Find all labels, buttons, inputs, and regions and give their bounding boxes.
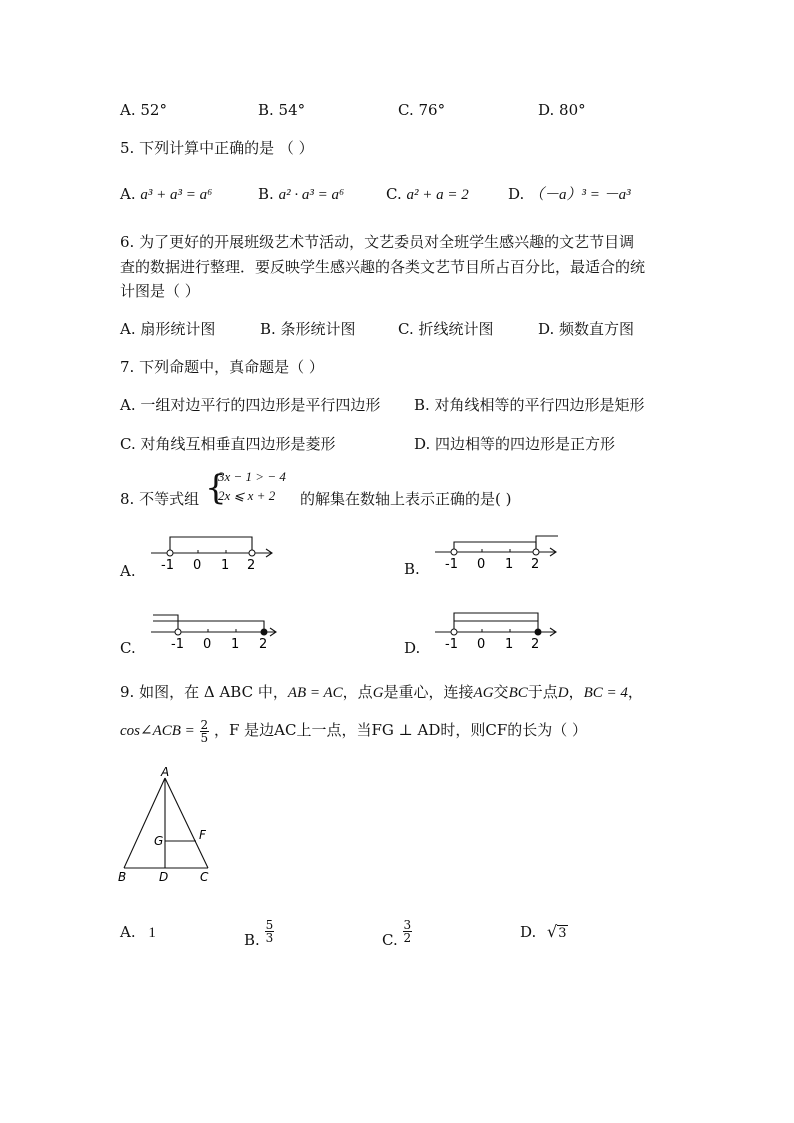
solution-bracket <box>153 621 264 629</box>
q8-brace: { <box>205 468 227 508</box>
q8-inequality-1: 3x − 1 > − 4 <box>218 469 286 484</box>
side-ac <box>165 778 208 868</box>
q7-option-c: C. 对角线互相垂直四边形是菱形 <box>120 435 336 453</box>
q9-line-2 <box>120 716 587 745</box>
q9-a-value: 1 <box>148 925 156 941</box>
label-g: G <box>154 834 164 848</box>
q9-text: 于点 <box>527 683 558 701</box>
open-dot <box>175 629 181 635</box>
q9-option-a <box>120 922 156 943</box>
q6-option-a: A. 扇形统计图 <box>120 320 216 338</box>
q5-b-label: B. <box>258 185 274 203</box>
q5-d-label: D. <box>508 185 525 203</box>
q9-math: D <box>557 685 569 701</box>
q9-math: AG <box>473 685 494 701</box>
q8-option-d-label: D. <box>404 639 421 657</box>
numerator: 5 <box>265 917 274 932</box>
tick-label-1: 1 <box>505 637 514 652</box>
q9-text: ，点 <box>342 683 373 701</box>
numerator: 3 <box>403 917 412 932</box>
q5-a-label: A. <box>120 185 136 203</box>
numerator: 2 <box>200 717 209 732</box>
q7-option-a: A. 一组对边平行的四边形是平行四边形 <box>120 396 381 414</box>
filled-dot <box>535 629 541 635</box>
tick-label-0: 0 <box>203 637 212 652</box>
open-dot <box>167 550 173 556</box>
tick-label-2: 2 <box>247 558 256 573</box>
tick-label-1: 1 <box>505 557 514 572</box>
q8-number-line-d <box>432 607 562 655</box>
solution-bracket <box>170 537 252 550</box>
q5-question: 5. 下列计算中正确的是 （ ） <box>120 139 314 157</box>
q9-a-label: A. <box>120 923 136 941</box>
q9-math: BC = 4 <box>583 685 628 701</box>
q4-option-c: C. 76° <box>398 101 446 119</box>
side-ab <box>124 778 165 868</box>
q9-c-fraction <box>403 919 413 944</box>
q9-math: G <box>372 685 384 701</box>
q5-c-label: C. <box>386 185 402 203</box>
filled-dot <box>261 629 267 635</box>
q7-option-d: D. 四边相等的四边形是正方形 <box>414 435 616 453</box>
solution-bracket <box>454 542 536 549</box>
q5-option-a <box>120 184 212 205</box>
sqrt-icon: √ <box>547 922 558 941</box>
q9-rest: ，F 是边AC上一点，当FG ⊥ AD时，则CF的长为（ ） <box>213 721 588 739</box>
ray-right <box>536 536 558 549</box>
q9-b-label: B. <box>244 931 260 949</box>
q9-cos-fraction <box>200 719 210 744</box>
q9-text: ， <box>627 683 643 701</box>
q9-d-label: D. <box>520 923 537 941</box>
q9-option-c <box>382 912 412 958</box>
open-dot <box>533 549 539 555</box>
q8-prefix: 8. 不等式组 <box>120 490 200 508</box>
q9-line-1 <box>120 682 643 703</box>
q7-question: 7. 下列命题中，真命题是（ ） <box>120 358 324 376</box>
q8-number-line-a <box>148 528 278 576</box>
q6-option-b: B. 条形统计图 <box>260 320 356 338</box>
tick-label-1: 1 <box>221 558 230 573</box>
q9-text: 9. 如图，在 Δ ABC 中， <box>120 683 288 701</box>
q8-suffix: 的解集在数轴上表示正确的是( ) <box>300 490 512 508</box>
q9-option-d <box>520 922 568 944</box>
q6-line-2: 查的数据进行整理．要反映学生感兴趣的各类文艺节目所占百分比，最适合的统 <box>120 258 646 276</box>
label-f: F <box>199 828 206 842</box>
tick-label-2: 2 <box>259 637 268 652</box>
label-a: A <box>161 765 170 779</box>
denominator: 3 <box>265 930 274 945</box>
tick-label-2: 2 <box>531 557 540 572</box>
q9-text: 是重心，连接 <box>383 683 474 701</box>
q4-option-b: B. 54° <box>258 101 306 119</box>
open-dot <box>451 549 457 555</box>
q6-option-d: D. 频数直方图 <box>538 320 635 338</box>
q5-option-c <box>386 184 469 205</box>
q8-inequality-2: 2x ⩽ x + 2 <box>218 488 276 503</box>
q5-d-expr: （－a）³ = －a³ <box>529 187 631 203</box>
q9-math: BC <box>508 685 528 701</box>
q8-option-c-label: C. <box>120 639 136 657</box>
q5-option-d <box>508 184 631 205</box>
q5-option-b <box>258 184 344 205</box>
q8-option-a-label: A. <box>120 562 136 580</box>
tick-label-0: 0 <box>477 557 486 572</box>
q5-c-expr: a² + a = 2 <box>406 187 469 203</box>
tick-label-0: 0 <box>477 637 486 652</box>
q9-cos: cos∠ACB = <box>120 723 195 739</box>
q9-c-label: C. <box>382 931 398 949</box>
q9-triangle-figure <box>112 764 222 888</box>
tick-label-neg1: -1 <box>171 637 184 652</box>
q9-text: 交 <box>493 683 509 701</box>
denominator: 5 <box>200 730 209 745</box>
q9-option-b <box>244 912 274 958</box>
open-dot <box>451 629 457 635</box>
q9-text: ， <box>568 683 584 701</box>
q4-option-a: A. 52° <box>120 101 167 119</box>
tick-label-neg1: -1 <box>445 557 458 572</box>
q7-option-b: B. 对角线相等的平行四边形是矩形 <box>414 396 645 414</box>
q9-d-radicand: 3 <box>558 926 567 941</box>
q6-line-3: 计图是（ ） <box>120 282 200 300</box>
q4-option-d: D. 80° <box>538 101 586 119</box>
q8-option-b-label: B. <box>404 560 420 578</box>
label-d: D <box>159 870 169 884</box>
q6-option-c: C. 折线统计图 <box>398 320 494 338</box>
q5-a-expr: a³ + a³ = a⁶ <box>140 187 213 203</box>
denominator: 2 <box>403 930 412 945</box>
q8-number-line-c <box>148 607 282 655</box>
ray-left <box>153 615 178 629</box>
label-c: C <box>200 870 209 884</box>
tick-label-2: 2 <box>531 637 540 652</box>
label-b: B <box>118 870 127 884</box>
q9-math: AB = AC <box>287 685 343 701</box>
tick-label-neg1: -1 <box>445 637 458 652</box>
tick-label-neg1: -1 <box>161 558 174 573</box>
q9-b-fraction <box>265 919 275 944</box>
tick-label-1: 1 <box>231 637 240 652</box>
tick-label-0: 0 <box>193 558 202 573</box>
q5-b-expr: a² · a³ = a⁶ <box>278 187 345 203</box>
open-dot <box>249 550 255 556</box>
q6-line-1: 6. 为了更好的开展班级艺术节活动，文艺委员对全班学生感兴趣的文艺节目调 <box>120 233 635 251</box>
q8-number-line-b <box>432 528 562 576</box>
